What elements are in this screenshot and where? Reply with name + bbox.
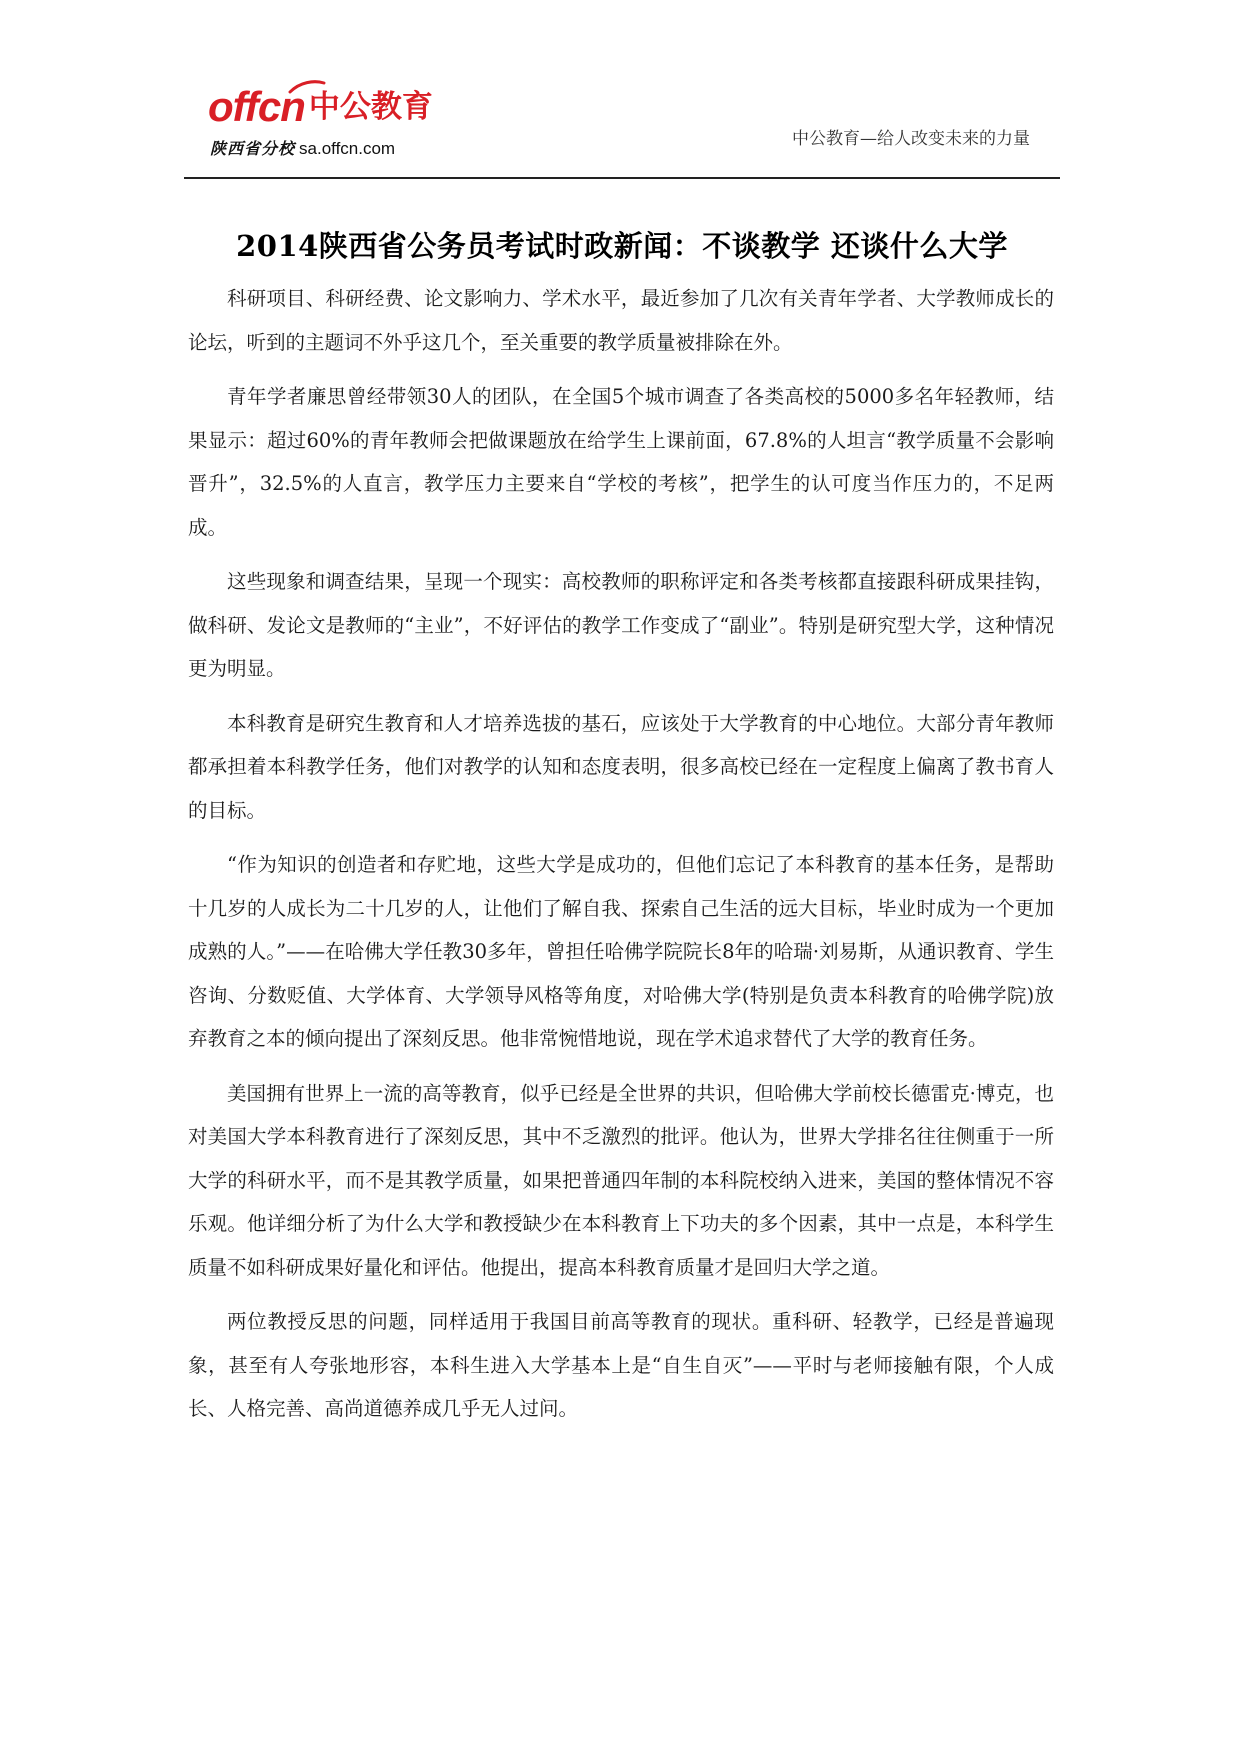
logo-en-text: offcn	[208, 83, 305, 130]
article-paragraph: 两位教授反思的问题，同样适用于我国目前高等教育的现状。重科研、轻教学，已经是普遍现象，甚至有人夸张地形容，本科生进入大学基本上是“自生自灭”——平时与老师接触有限，个人成长、人格完善、高尚道德养成几乎无人过问。	[188, 1310, 1054, 1420]
article-title: 2014陕西省公务员考试时政新闻：不谈教学 还谈什么大学	[236, 229, 1008, 264]
article-paragraph: 科研项目、科研经费、论文影响力、学术水平，最近参加了几次有关青年学者、大学教师成长的论坛，听到的主题词不外乎这几个，至关重要的教学质量被排除在外。	[188, 287, 1054, 354]
article-paragraph: “作为知识的创造者和存贮地，这些大学是成功的，但他们忘记了本科教育的基本任务，是帮助十几岁的人成长为二十几岁的人，让他们了解自我、探索自己生活的远大目标，毕业时成为一个更加成熟的人。”——在哈佛大学任教30多年，曾担任哈佛学院院长8年的哈瑞·刘易斯，从通识教育、学生咨询、分数贬值、大学体育、大学领导风格等角度，对哈佛大学(特别是负责本科教育的哈佛学院)放弃教育之本的倾向提出了深刻反思。他非常惋惜地说，现在学术追求替代了大学的教育任务。	[188, 853, 1054, 1050]
header-slogan: 中公教育—给人改变未来的力量	[792, 129, 1030, 149]
logo-branch-text: 陕西省分校	[210, 139, 296, 158]
logo-url-text: sa.offcn.com	[299, 139, 396, 158]
page-header	[184, 80, 1060, 178]
logo-subline	[210, 140, 395, 157]
logo-wordmark	[208, 83, 433, 130]
header-divider	[184, 177, 1060, 179]
offcn-logo[interactable]	[208, 83, 508, 168]
logo-cn-text: 中公教育	[308, 89, 433, 125]
article-paragraph: 这些现象和调查结果，呈现一个现实：高校教师的职称评定和各类考核都直接跟科研成果挂钩，做科研、发论文是教师的“主业”，不好评估的教学工作变成了“副业”。特别是研究型大学，这种情况更为明显。	[188, 570, 1054, 680]
article-body	[188, 277, 1054, 1442]
article-paragraph: 美国拥有世界上一流的高等教育，似乎已经是全世界的共识，但哈佛大学前校长德雷克·博克，也对美国大学本科教育进行了深刻反思，其中不乏激烈的批评。他认为，世界大学排名往往侧重于一所大学的科研水平，而不是其教学质量，如果把普通四年制的本科院校纳入进来，美国的整体情况不容乐观。他详细分析了为什么大学和教授缺少在本科教育上下功夫的多个因素，其中一点是，本科学生质量不如科研成果好量化和评估。他提出，提高本科教育质量才是回归大学之道。	[188, 1081, 1054, 1279]
article-paragraph: 青年学者廉思曾经带领30人的团队，在全国5个城市调查了各类高校的5000多名年轻教师，结果显示：超过60%的青年教师会把做课题放在给学生上课前面，67.8%的人坦言“教学质量不会影响晋升”，32.5%的人直言，教学压力主要来自“学校的考核”，把学生的认可度当作压力的，不足两成。	[188, 385, 1054, 539]
article-paragraph: 本科教育是研究生教育和人才培养选拔的基石，应该处于大学教育的中心地位。大部分青年教师都承担着本科教学任务，他们对教学的认知和态度表明，很多高校已经在一定程度上偏离了教书育人的目标。	[188, 711, 1054, 822]
